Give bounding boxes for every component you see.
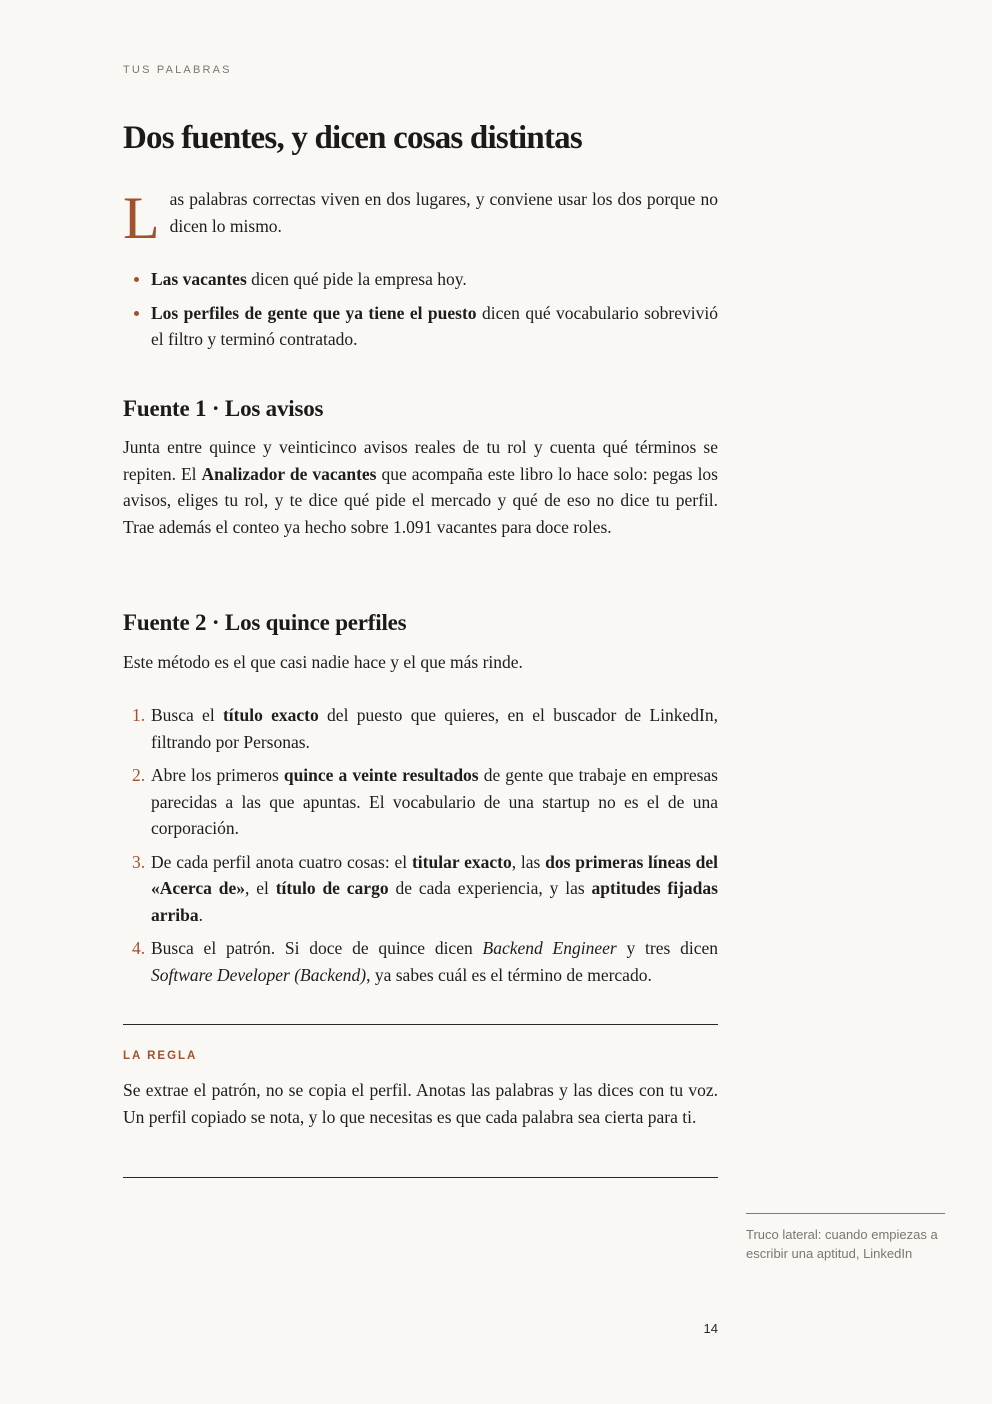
bullet-text: dicen qué pide la empresa hoy.: [246, 269, 467, 289]
steps-list: [123, 702, 718, 995]
step-text: Busca el: [151, 705, 223, 725]
source-bullet-list: [123, 266, 718, 360]
step-bold: dos primeras líneas del «Acerca de»: [151, 851, 718, 898]
step-text: De cada perfil anota cuatro cosas: el: [151, 851, 412, 872]
section-heading-source-2: Fuente 2 · Los quince perfiles: [123, 610, 407, 635]
source-1-bold: Analizador de vacantes: [201, 463, 377, 484]
bullet-bold: Las vacantes: [151, 269, 247, 289]
list-item: [123, 702, 718, 755]
step-bold: quince a veinte resultados: [283, 765, 479, 785]
callout-label: LA REGLA: [123, 1050, 198, 1062]
step-bold: título de cargo: [275, 878, 389, 898]
step-text: , el: [245, 878, 276, 898]
step-bold: título exacto: [222, 705, 319, 725]
page-title: Dos fuentes, y dicen cosas distintas: [123, 120, 582, 156]
list-item: [123, 935, 718, 988]
sidenote: Truco lateral: cuando empiezas a escribir una aptitud, LinkedIn: [746, 1227, 938, 1261]
step-bold: titular exacto: [411, 851, 512, 872]
step-text: de cada experiencia, y las: [388, 878, 592, 898]
bullet-bold: Los perfiles de gente que ya tiene el puesto: [151, 302, 477, 323]
step-number: 1.: [132, 705, 146, 725]
step-italic: Software Developer (Backend): [151, 964, 367, 985]
step-text: .: [198, 904, 204, 925]
list-item: [123, 849, 718, 929]
step-number: 4.: [132, 938, 146, 958]
step-text: de gente que trabaje en empresas parecidas a las que apuntas. El vocabulario de una startup no es el de una corporación.: [151, 765, 718, 838]
source-1-text-b: que acompaña este libro lo hace solo: pegas los avisos, eliges tu rol, y te dice qué pide el mercado y qué de eso no dice tu perfil. Trae además el conteo ya hecho sobre 1.091 vacantes para doce roles.: [123, 463, 718, 537]
step-bold: aptitudes fijadas arriba: [151, 878, 718, 925]
section-heading-source-1: Fuente 1 · Los avisos: [123, 396, 324, 421]
sidenote-rule: [746, 1213, 945, 1214]
bullet-dot-icon: [134, 277, 139, 282]
step-italic: Backend Engineer: [482, 938, 617, 958]
intro-text: as palabras correctas viven en dos lugares, y conviene usar los dos porque no dicen lo mismo.: [169, 189, 718, 236]
source-1-text-a: Junta entre quince y veinticinco avisos reales de tu rol y cuenta qué términos se repiten. El: [123, 437, 718, 484]
list-item: [123, 300, 718, 353]
source-1-paragraph: [123, 434, 718, 540]
drop-cap: L: [123, 185, 160, 251]
bullet-dot-icon: [134, 311, 139, 316]
callout-text: Se extrae el patrón, no se copia el perfil. Anotas las palabras y las dices con tu voz. Un perfil copiado se nota, y lo que necesitas es que cada palabra sea cierta para ti.: [123, 1080, 718, 1127]
bullet-text: dicen qué vocabulario sobrevivió el filtro y terminó contratado.: [151, 302, 718, 349]
callout-top-rule: [123, 1024, 718, 1025]
list-item: [123, 266, 718, 293]
step-number: 3.: [132, 851, 146, 872]
list-item: [123, 762, 718, 842]
source-2-lead: Este método es el que casi nadie hace y el que más rinde.: [123, 652, 523, 672]
step-text: , las: [511, 851, 546, 872]
running-head: TUS PALABRAS: [123, 64, 232, 76]
step-text: , ya sabes cuál es el término de mercado.: [366, 964, 652, 985]
callout-bottom-rule: [123, 1177, 718, 1178]
step-number: 2.: [132, 765, 146, 785]
step-text: del puesto que quieres, en el buscador de LinkedIn, filtrando por Personas.: [151, 705, 718, 752]
step-text: Busca el patrón. Si doce de quince dicen: [151, 938, 483, 958]
page-number: 14: [703, 1321, 718, 1336]
step-text: Abre los primeros: [151, 765, 284, 785]
step-text: y tres dicen: [616, 938, 718, 958]
intro-paragraph: [123, 185, 718, 251]
